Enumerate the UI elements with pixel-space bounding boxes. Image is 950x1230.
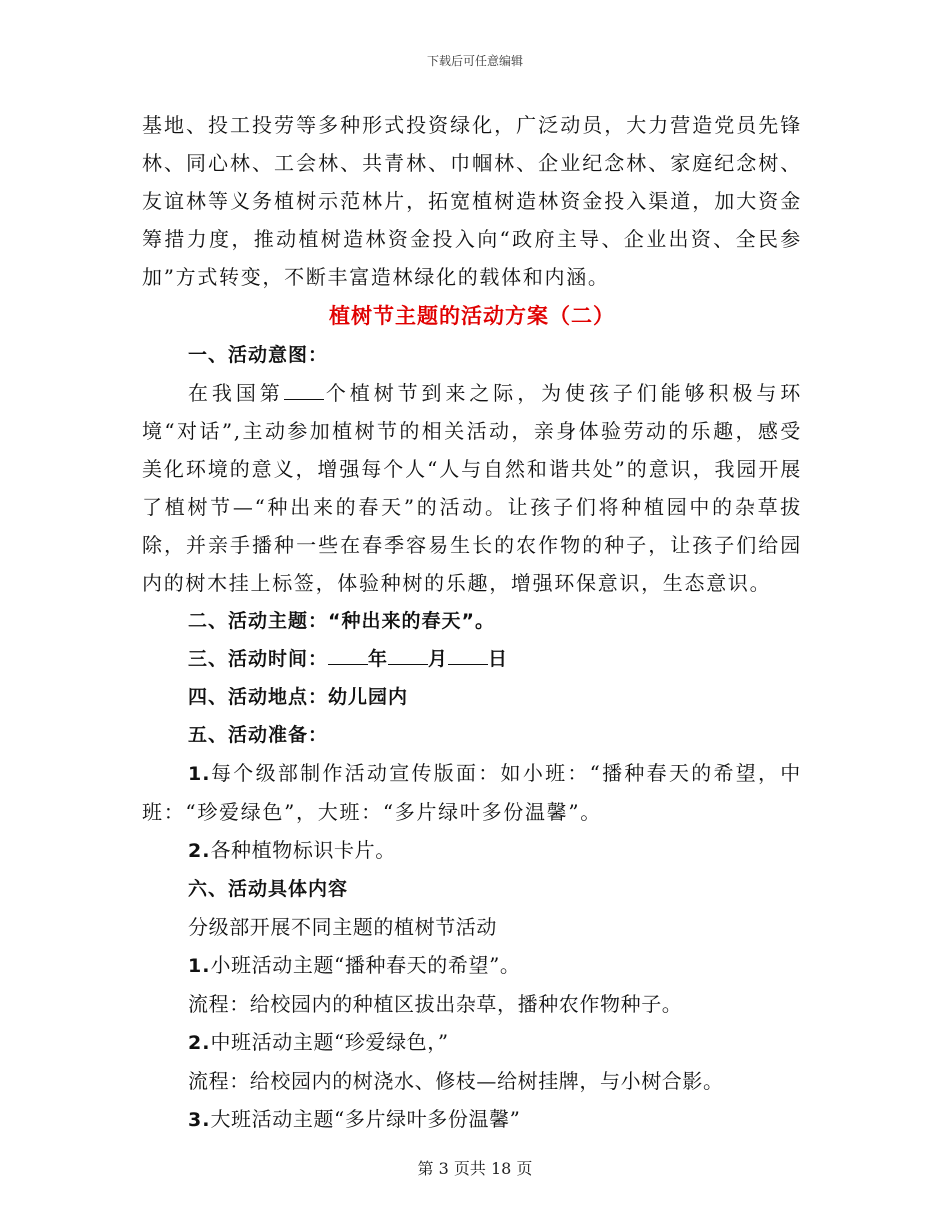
section-6-item-1	[142, 946, 802, 985]
page-header: 下载后可任意编辑	[426, 54, 523, 68]
item-text: 中班活动主题“珍爱绿色，”	[210, 1030, 449, 1054]
year-label: 年	[368, 648, 389, 670]
section-3-heading	[142, 640, 802, 678]
blank-line	[448, 646, 488, 665]
item-number: 2.	[188, 1032, 211, 1054]
item-text: 小班活动主题“播种春天的希望”。	[210, 953, 521, 977]
section-6-item-3	[142, 1100, 802, 1139]
section-6-item-1-flow: 流程：给校园内的种植区拔出杂草，播种农作物种子。	[188, 992, 683, 1016]
section-1-text-before: 在我国第	[188, 381, 284, 405]
document-body	[142, 106, 802, 1139]
section-1-heading: 一、活动意图：	[188, 344, 329, 366]
item-text: 每个级部制作活动宣传版面：如小班：“播种春天的希望，中班：“珍爱绿色”，大班：“多片绿叶多份温馨”。	[142, 761, 802, 824]
section-2-heading: 二、活动主题：“种出来的春天”。	[188, 610, 495, 632]
item-number: 1.	[188, 955, 211, 977]
section-5-item-1	[142, 754, 802, 831]
item-number: 1.	[188, 763, 211, 785]
item-text: 大班活动主题“多片绿叶多份温馨”	[210, 1107, 521, 1131]
section-5-heading: 五、活动准备：	[188, 724, 329, 746]
item-text: 各种植物标识卡片。	[210, 838, 396, 862]
section-5-item-2	[142, 831, 802, 870]
section-1-text-after: 个植树节到来之际，为使孩子们能够积极与环境“对话”,主动参加植树节的相关活动，亲身体验劳动的乐趣，感受美化环境的意义，增强每个人“人与自然和谐共处”的意识，我园开展了植树节—“种出来的春天”的活动。让孩子们将种植园中的杂草拔除，并亲手播种一些在春季容易生长的农作物的种子，让孩子们给园内的树木挂上标签，体验种树的乐趣，增强环保意识，生态意识。	[142, 381, 802, 595]
section-6-item-2-flow: 流程：给校园内的树浇水、修枝—给树挂牌，与小树合影。	[188, 1069, 724, 1093]
section-6-heading: 六、活动具体内容	[188, 878, 349, 900]
section-6-intro: 分级部开展不同主题的植树节活动	[188, 915, 497, 939]
item-number: 2.	[188, 840, 211, 862]
section-6-item-2	[142, 1023, 802, 1062]
page-footer: 第 3 页共 18 页	[417, 1159, 533, 1178]
day-label: 日	[488, 648, 509, 670]
section-1-paragraph	[142, 374, 802, 602]
section-3-label: 三、活动时间：	[188, 648, 329, 670]
blank-line	[328, 646, 368, 665]
blank-line	[388, 646, 428, 665]
section-4-heading: 四、活动地点：幼儿园内	[188, 686, 409, 708]
month-label: 月	[428, 648, 449, 670]
blank-line	[284, 381, 324, 400]
item-number: 3.	[188, 1109, 211, 1131]
intro-paragraph: 基地、投工投劳等多种形式投资绿化，广泛动员，大力营造党员先锋林、同心林、工会林、共青林、巾帼林、企业纪念林、家庭纪念树、友谊林等义务植树示范林片，拓宽植树造林资金投入渠道，加大资金筹措力度，推动植树造林资金投入向“政府主导、企业出资、全民参加”方式转变，不断丰富造林绿化的载体和内涵。	[142, 113, 802, 289]
document-title: 植树节主题的活动方案（二）	[329, 304, 615, 328]
